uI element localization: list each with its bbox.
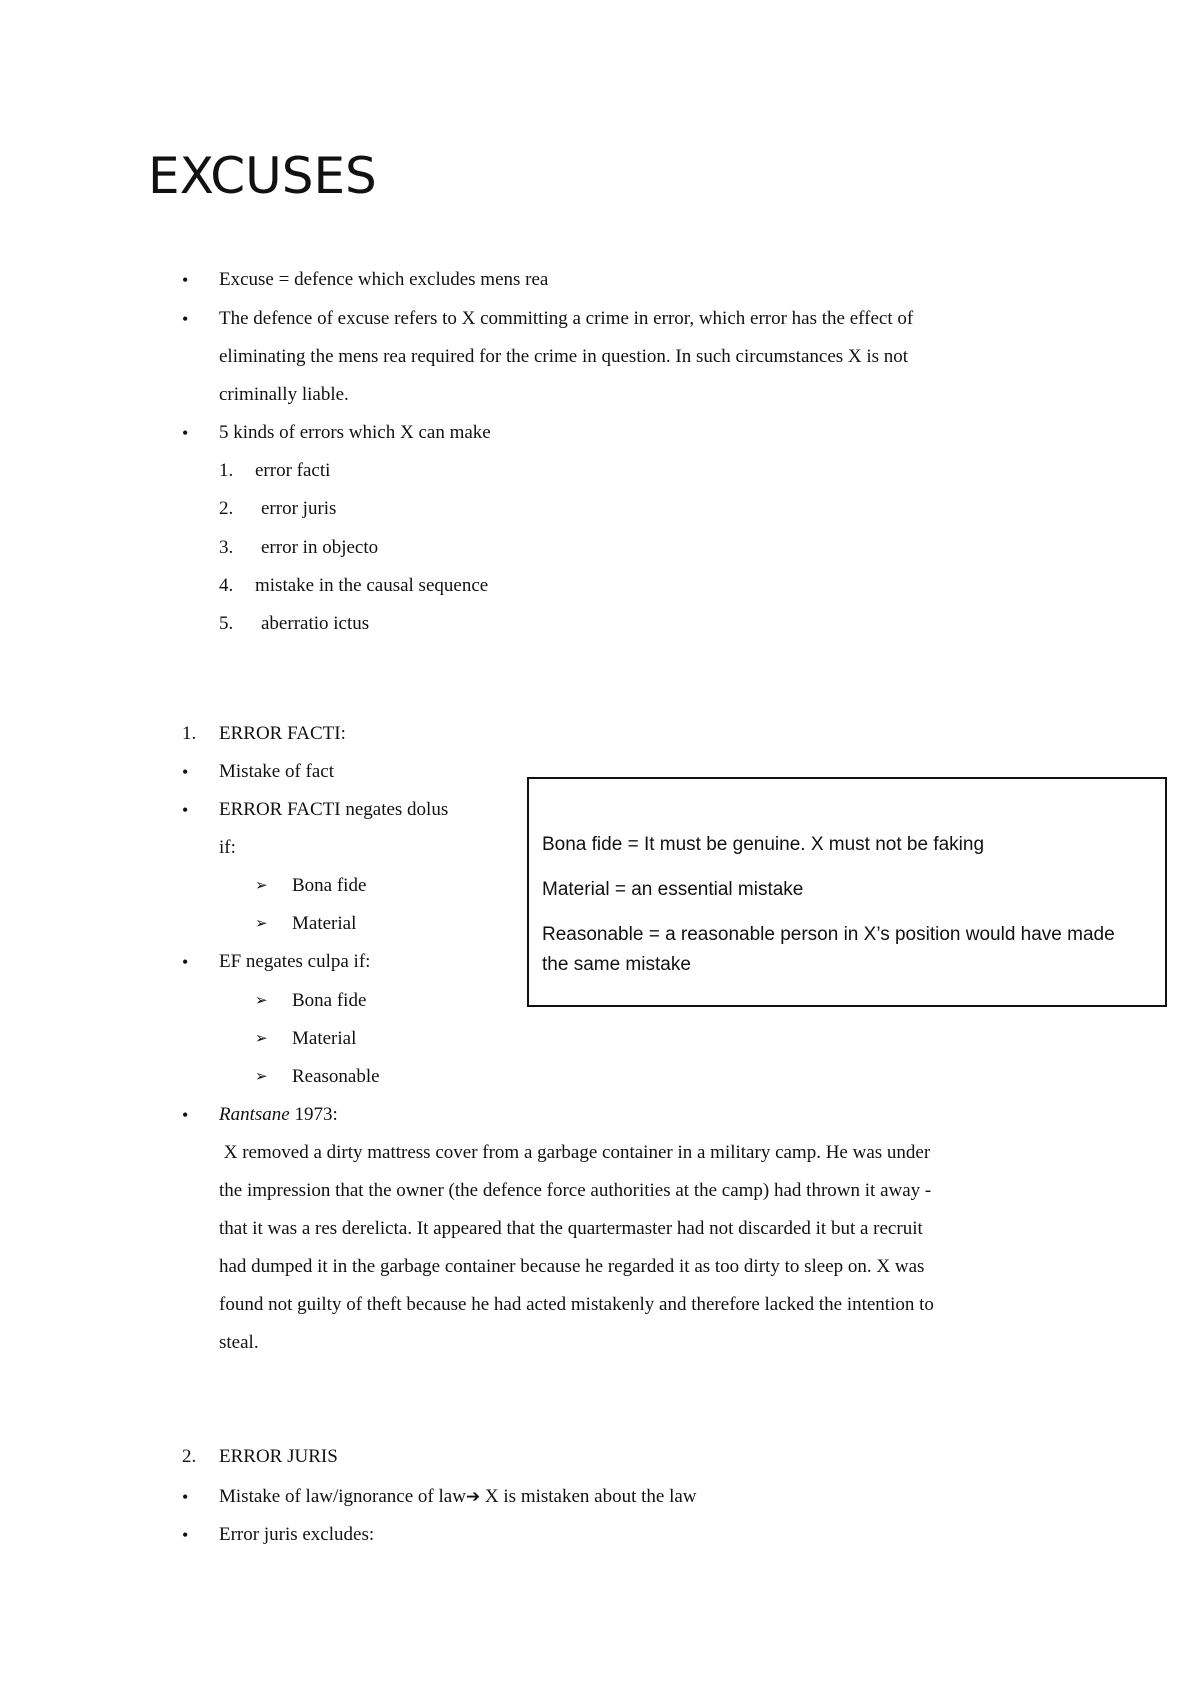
right-arrow-icon: ➔ xyxy=(465,1487,481,1507)
bullet-icon: • xyxy=(182,762,189,782)
arrow-bullet-icon: ➢ xyxy=(255,916,268,932)
intro-bullet-3: 5 kinds of errors which X can make xyxy=(219,422,491,443)
section-number: 1. xyxy=(182,723,197,744)
list-number: 1. xyxy=(219,460,234,481)
error-list-item: error in objecto xyxy=(261,537,379,558)
definition-material: Material = an essential mistake xyxy=(542,879,804,900)
definition-bona-fide: Bona fide = It must be genuine. X must not be faking xyxy=(542,834,985,855)
list-number: 3. xyxy=(219,537,234,558)
case-line: the impression that the owner (the defence force authorities at the camp) had thrown it away - xyxy=(219,1180,932,1201)
mistaken-about-law-text: X is mistaken about the law xyxy=(480,1486,697,1507)
culpa-requirement-item: Reasonable xyxy=(292,1066,380,1087)
case-name: Rantsane xyxy=(219,1104,290,1125)
mistake-of-law-bullet xyxy=(219,1485,697,1509)
intro-bullet-2-line-2: eliminating the mens rea required for the crime in question. In such circumstances X is not xyxy=(219,346,909,367)
bullet-icon: • xyxy=(182,270,189,290)
culpa-requirement-item: Bona fide xyxy=(292,990,367,1011)
arrow-bullet-icon: ➢ xyxy=(255,993,268,1009)
definition-reasonable-line-2: the same mistake xyxy=(542,954,691,975)
error-list-item: aberratio ictus xyxy=(261,613,370,634)
bullet-icon: • xyxy=(182,1105,189,1125)
error-juris-excludes-bullet: Error juris excludes: xyxy=(219,1524,375,1545)
mistake-of-law-text: Mistake of law/ignorance of law xyxy=(219,1486,466,1507)
case-line: that it was a res derelicta. It appeared that the quartermaster had not discarded it but a recruit xyxy=(219,1218,923,1239)
intro-bullet-2-line-3: criminally liable. xyxy=(219,384,349,405)
dolus-requirement-item: Bona fide xyxy=(292,875,367,896)
error-list-item: error juris xyxy=(261,498,337,519)
list-number: 4. xyxy=(219,575,234,596)
section-heading-error-facti: ERROR FACTI: xyxy=(219,723,346,744)
negates-dolus-line-1: ERROR FACTI negates dolus xyxy=(219,799,449,820)
page-title: EXCUSES xyxy=(148,147,377,205)
bullet-icon: • xyxy=(182,1525,189,1545)
list-number: 2. xyxy=(219,498,234,519)
section-number: 2. xyxy=(182,1446,197,1467)
dolus-requirement-item: Material xyxy=(292,913,357,934)
case-line: steal. xyxy=(219,1332,259,1353)
section-heading-error-juris: ERROR JURIS xyxy=(219,1446,338,1467)
case-line: X removed a dirty mattress cover from a garbage container in a military camp. He was under xyxy=(219,1142,931,1163)
bullet-icon: • xyxy=(182,1487,189,1507)
arrow-bullet-icon: ➢ xyxy=(255,1031,268,1047)
bullet-icon: • xyxy=(182,309,189,329)
error-list-item: mistake in the causal sequence xyxy=(255,575,489,596)
negates-culpa-bullet: EF negates culpa if: xyxy=(219,951,371,972)
negates-dolus-line-2: if: xyxy=(219,837,236,858)
mistake-of-fact-bullet: Mistake of fact xyxy=(219,761,335,782)
list-number: 5. xyxy=(219,613,234,634)
case-line: had dumped it in the garbage container because he regarded it as too dirty to sleep on. X was xyxy=(219,1256,925,1277)
error-list-item: error facti xyxy=(255,460,331,481)
case-line: found not guilty of theft because he had acted mistakenly and therefore lacked the intention to xyxy=(219,1294,934,1315)
case-year: 1973: xyxy=(289,1104,338,1125)
arrow-bullet-icon: ➢ xyxy=(255,1069,268,1085)
culpa-requirement-item: Material xyxy=(292,1028,357,1049)
case-citation xyxy=(219,1103,338,1127)
definition-reasonable-line-1: Reasonable = a reasonable person in X’s position would have made xyxy=(542,924,1115,945)
bullet-icon: • xyxy=(182,423,189,443)
bullet-icon: • xyxy=(182,800,189,820)
intro-bullet-1: Excuse = defence which excludes mens rea xyxy=(219,269,549,290)
intro-bullet-2-line-1: The defence of excuse refers to X committing a crime in error, which error has the effect of xyxy=(219,308,914,329)
arrow-bullet-icon: ➢ xyxy=(255,878,268,894)
bullet-icon: • xyxy=(182,952,189,972)
